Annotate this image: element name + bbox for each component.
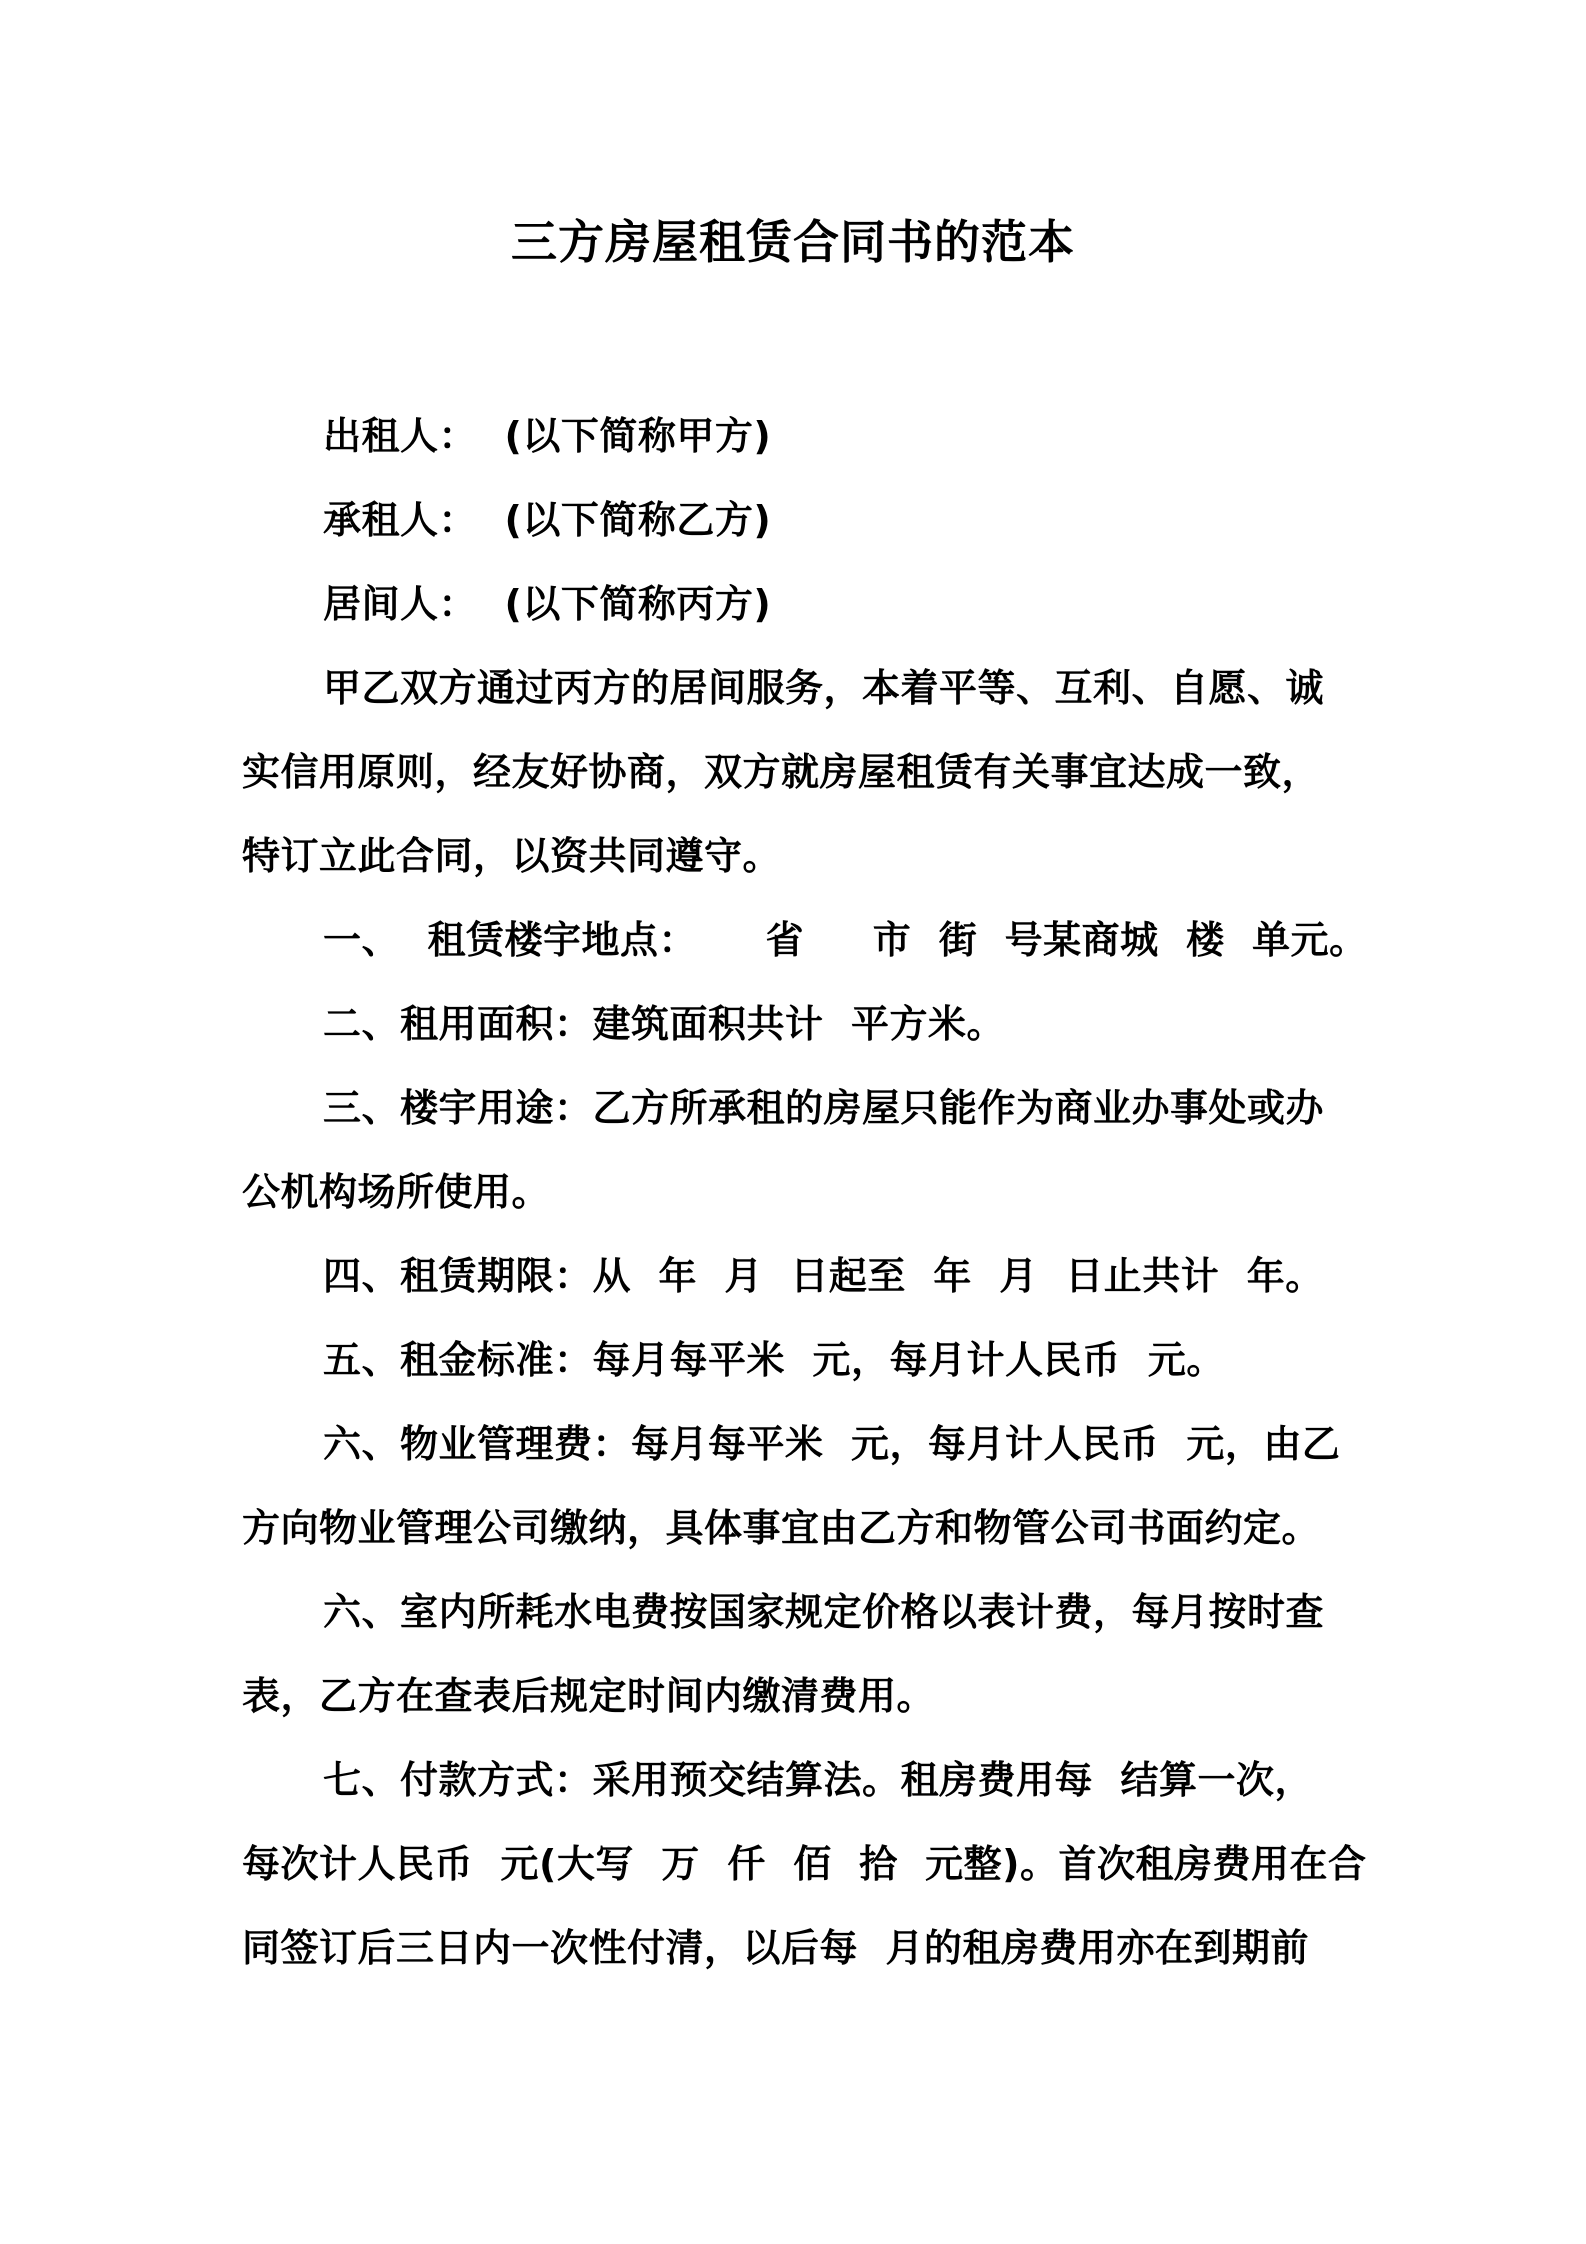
clause-5-rent: 五、租金标准：每月每平米 元，每月计人民币 元。 [323, 1338, 1225, 1382]
preamble-line-2: 实信用原则，经友好协商，双方就房屋租赁有关事宜达成一致， [242, 750, 1321, 794]
clause-6b-utility-1: 六、室内所耗水电费按国家规定价格以表计费，每月按时查 [323, 1590, 1325, 1634]
preamble-line-1: 甲乙双方通过丙方的居间服务，本着平等、互利、自愿、诚 [323, 666, 1325, 710]
clause-6-fee-1: 六、物业管理费：每月每平米 元，每月计人民币 元，由乙 [323, 1422, 1341, 1466]
clause-6b-utility-2: 表，乙方在查表后规定时间内缴清费用。 [242, 1674, 936, 1718]
clause-4-term: 四、租赁期限：从 年 月 日起至 年 月 日止共计 年。 [323, 1254, 1324, 1298]
document-title: 三方房屋租赁合同书的范本 [511, 215, 1075, 269]
clause-7-payment-3: 同签订后三日内一次性付清，以后每 月的租房费用亦在到期前 [242, 1926, 1309, 1970]
clause-7-payment-2: 每次计人民币 元(大写 万 仟 佰 拾 元整)。首次租房费用在合 [242, 1842, 1367, 1886]
party-lessee-line: 承租人： (以下简称乙方) [323, 498, 772, 542]
clause-6-fee-2: 方向物业管理公司缴纳，具体事宜由乙方和物管公司书面约定。 [242, 1506, 1321, 1550]
preamble-line-3: 特订立此合同，以资共同遵守。 [242, 834, 782, 878]
clause-1-location: 一、 租赁楼宇地点： 省 市 街 号某商城 楼 单元。 [323, 918, 1368, 962]
clause-7-payment-1: 七、付款方式：采用预交结算法。租房费用每 结算一次， [323, 1758, 1313, 1802]
clause-3-usage-1: 三、楼宇用途：乙方所承租的房屋只能作为商业办事处或办 [323, 1086, 1325, 1130]
party-broker-line: 居间人： (以下简称丙方) [323, 582, 772, 626]
party-lessor-line: 出租人： (以下简称甲方) [323, 414, 772, 458]
clause-3-usage-2: 公机构场所使用。 [242, 1170, 551, 1214]
clause-2-area: 二、租用面积：建筑面积共计 平方米。 [323, 1002, 1005, 1046]
